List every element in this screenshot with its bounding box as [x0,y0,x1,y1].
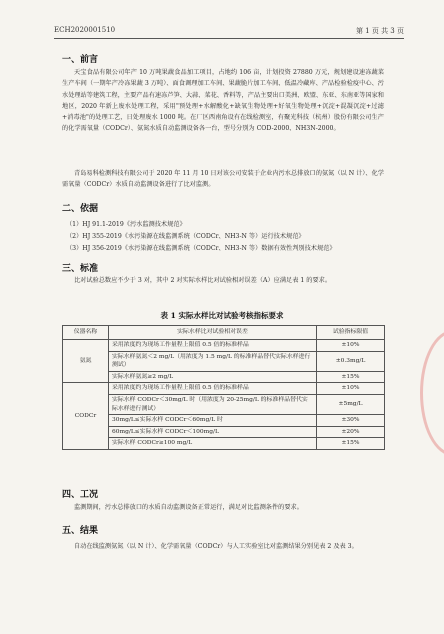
table-row [63,438,385,450]
column-header: 仪器名称 [63,326,109,340]
limit-cell: ±5mg/L [317,394,385,414]
limit-cell: ±15% [317,438,385,450]
table-row [63,340,385,352]
section-heading-basis: 二、依据 [62,204,99,214]
section-heading-standard: 三、标准 [62,264,99,274]
reference-item-3: （3）HJ 356-2019《水污染源在线监测系统（CODCr、NH3-N 等）数据有效性判别技术规范》 [66,245,336,252]
condition-cell: 60mg/L≤实际水样 CODCr＜100mg/L [109,426,317,438]
page-info: 第 1 页 共 3 页 [355,27,404,35]
condition-cell: 实际水样氨氮≥2 mg/L [109,371,317,383]
instrument-cod: CODCr [63,383,109,450]
table-row [63,415,385,427]
table-caption: 表 1 实际水样比对试验考核指标要求 [160,311,284,320]
table-row [63,351,385,371]
column-header: 实际水样比对试验相对误差 [109,326,317,340]
limit-cell: ±10% [317,383,385,395]
condition-cell: 30mg/L≤实际水样 CODCr＜60mg/L 时 [109,415,317,427]
condition-cell: 采用浓度约为现场工作量程上限值 0.5 倍的标准样品 [109,383,317,395]
results-paragraph: 自动在线监测氨氮（以 N 计）、化学需氧量（CODCr）与人工实验室比对监测结果分别见表 2 及表 3。 [74,543,358,550]
condition-cell: 实际水样 CODCr≥100 mg/L [109,438,317,450]
table-row [63,394,385,414]
section-heading-results: 五、结果 [62,526,99,536]
criteria-table [62,325,385,450]
condition-cell: 实际水样 CODCr＜30mg/L 时（用浓度为 20-25mg/L 的标准样品替代实际水样进行测试） [109,394,317,414]
official-seal-stamp [420,330,444,456]
table-header-row [63,326,385,340]
column-header: 试验指标限值 [317,326,385,340]
condition-cell: 实际水样氨氮＜2 mg/L（用浓度为 1.5 mg/L 的标准样品替代实际水样进行测试） [109,351,317,371]
section-heading-conditions: 四、工况 [62,490,99,500]
instrument-ammonia: 氨氮 [63,340,109,383]
conditions-paragraph: 监测期间，污水总排放口的水质自动监测设备正常运行，满足对比监测条件的要求。 [74,504,303,511]
limit-cell: ±30% [317,415,385,427]
table-row [63,371,385,383]
standard-paragraph: 比对试验总数应不少于 3 对，其中 2 对实际水样比对试验相对误差（A）应满足表 1 的要求。 [74,277,332,284]
limit-cell: ±20% [317,426,385,438]
foreword-paragraph-1: 天宝食品有限公司年产 10 万吨果蔬食品加工项目，占地约 106 亩，计划投资 27880 万元，规划建设速冻蔬菜生产车间（一期年产冷冻果蔬 3 万吨）、面食调理加工车间、果蔬脆片加工车间、低温冷藏库、产品检验检疫中心、污水处理站等建筑工程，主要产品有速冻芦笋、大蒜、菜花、香料等，产品主要出口美洲、欧盟、东亚、东南亚等国家和地区，2020 年新上废水处理工程，采用"预处理+水解酸化+缺氧生物处理+好氧生物处理+沉淀+混凝沉淀+过滤+消毒池"的处理工艺，日处理废水 1000 吨。在厂区西南角设有在线检测室，有聚光科技（杭州）股份有限公司生产的化学需氧量（CODCr）、氨氮水质自动监测设备各一台，型号分别为 COD-2000、NH3N-2000。 [62,69,384,133]
reference-item-1: （1）HJ 91.1-2019《污水监测技术规范》 [66,221,186,228]
page-header [54,26,404,39]
foreword-paragraph-2: 青岛易科检测科技有限公司于 2020 年 11 月 10 日对该公司安装于企业内污水总排放口的氨氮（以 N 计）、化学需氧量（CODCr）水质自动监测设备进行了比对监测。 [62,170,384,189]
condition-cell: 采用浓度约为现场工作量程上限值 0.5 倍的标准样品 [109,340,317,352]
limit-cell: ±0.3mg/L [317,351,385,371]
limit-cell: ±15% [317,371,385,383]
document-number: ECH2020001510 [54,26,116,34]
section-heading-foreword: 一、前言 [62,55,99,65]
reference-item-2: （2）HJ 355-2019《水污染源在线监测系统（CODCr、NH3-N 等）运行技术规范》 [66,233,305,240]
table-row [63,383,385,395]
table-row [63,426,385,438]
limit-cell: ±10% [317,340,385,352]
